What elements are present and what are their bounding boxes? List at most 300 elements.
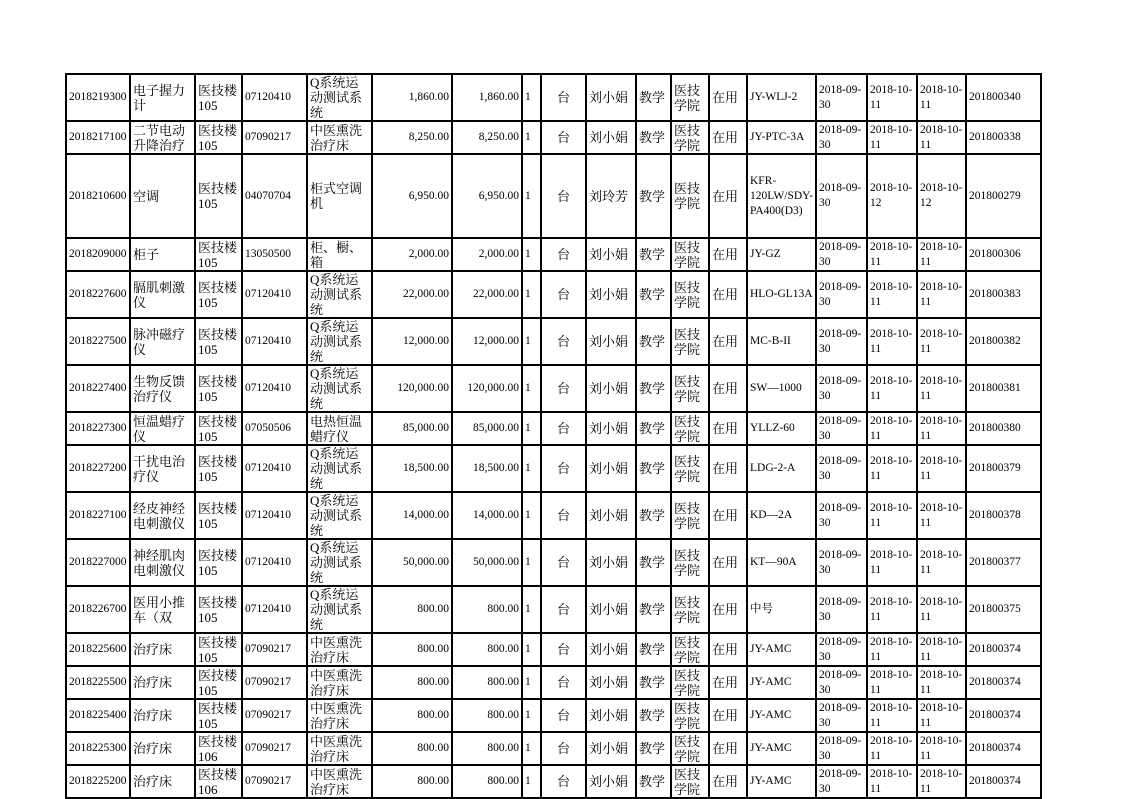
date-1-cell: 2018-09-30 [816, 365, 867, 412]
location-cell: 医技楼105 [195, 121, 242, 154]
date-3-cell: 2018-10-11 [917, 271, 966, 318]
doc-number-cell: 201800338 [966, 121, 1041, 154]
unit-cell: 台 [541, 74, 586, 121]
model-cell: JY-GZ [747, 238, 816, 271]
total-price-cell: 800.00 [452, 586, 522, 633]
location-cell: 医技楼106 [195, 732, 242, 765]
quantity-cell: 1 [522, 765, 541, 798]
quantity-cell: 1 [522, 412, 541, 445]
doc-number-cell: 201800279 [966, 154, 1041, 238]
date-1-cell: 2018-09-30 [816, 699, 867, 732]
table-row [66, 154, 1041, 238]
department-cell: 医技学院 [671, 445, 709, 492]
status-cell: 在用 [709, 765, 747, 798]
date-2-cell: 2018-10-11 [867, 666, 917, 699]
item-name-cell: 生物反馈治疗仪 [130, 365, 195, 412]
usage-type-cell: 教学 [636, 121, 671, 154]
total-price-cell: 800.00 [452, 633, 522, 666]
category-name-cell: Q系统运动测试系统 [307, 271, 372, 318]
category-name-cell: 中医熏洗治疗床 [307, 732, 372, 765]
status-cell: 在用 [709, 154, 747, 238]
unit-price-cell: 22,000.00 [372, 271, 452, 318]
date-2-cell: 2018-10-11 [867, 492, 917, 539]
location-cell: 医技楼105 [195, 271, 242, 318]
unit-cell: 台 [541, 539, 586, 586]
category-name-cell: 中医熏洗治疗床 [307, 765, 372, 798]
category-code-cell: 07120410 [242, 539, 307, 586]
date-3-cell: 2018-10-11 [917, 492, 966, 539]
unit-cell: 台 [541, 445, 586, 492]
status-cell: 在用 [709, 666, 747, 699]
item-name-cell: 恒温蜡疗仪 [130, 412, 195, 445]
unit-cell: 台 [541, 699, 586, 732]
model-cell: JY-AMC [747, 633, 816, 666]
category-name-cell: Q系统运动测试系统 [307, 445, 372, 492]
model-cell: KD—2A [747, 492, 816, 539]
location-cell: 医技楼105 [195, 412, 242, 445]
unit-price-cell: 800.00 [372, 732, 452, 765]
category-code-cell: 07090217 [242, 699, 307, 732]
quantity-cell: 1 [522, 154, 541, 238]
doc-number-cell: 201800374 [966, 666, 1041, 699]
asset-id-cell: 2018209000 [66, 238, 130, 271]
model-cell: JY-AMC [747, 765, 816, 798]
model-cell: KT—90A [747, 539, 816, 586]
unit-cell: 台 [541, 154, 586, 238]
custodian-cell: 刘小娟 [586, 412, 636, 445]
location-cell: 医技楼105 [195, 74, 242, 121]
date-1-cell: 2018-09-30 [816, 412, 867, 445]
doc-number-cell: 201800375 [966, 586, 1041, 633]
doc-number-cell: 201800377 [966, 539, 1041, 586]
category-code-cell: 07120410 [242, 365, 307, 412]
item-name-cell: 二节电动升降治疗 [130, 121, 195, 154]
date-3-cell: 2018-10-11 [917, 666, 966, 699]
document-sheet [65, 73, 1042, 799]
custodian-cell: 刘小娟 [586, 586, 636, 633]
date-2-cell: 2018-10-11 [867, 445, 917, 492]
item-name-cell: 脉冲磁疗仪 [130, 318, 195, 365]
custodian-cell: 刘小娟 [586, 365, 636, 412]
status-cell: 在用 [709, 492, 747, 539]
asset-table-body [66, 74, 1041, 798]
custodian-cell: 刘小娟 [586, 666, 636, 699]
doc-number-cell: 201800380 [966, 412, 1041, 445]
item-name-cell: 膈肌刺激仪 [130, 271, 195, 318]
item-name-cell: 治疗床 [130, 732, 195, 765]
date-2-cell: 2018-10-11 [867, 765, 917, 798]
table-row [66, 445, 1041, 492]
usage-type-cell: 教学 [636, 74, 671, 121]
location-cell: 医技楼105 [195, 318, 242, 365]
asset-id-cell: 2018227100 [66, 492, 130, 539]
date-1-cell: 2018-09-30 [816, 732, 867, 765]
date-3-cell: 2018-10-12 [917, 154, 966, 238]
category-name-cell: Q系统运动测试系统 [307, 365, 372, 412]
custodian-cell: 刘小娟 [586, 445, 636, 492]
doc-number-cell: 201800374 [966, 765, 1041, 798]
date-1-cell: 2018-09-30 [816, 445, 867, 492]
status-cell: 在用 [709, 412, 747, 445]
table-row [66, 318, 1041, 365]
department-cell: 医技学院 [671, 539, 709, 586]
asset-id-cell: 2018227000 [66, 539, 130, 586]
date-3-cell: 2018-10-11 [917, 121, 966, 154]
usage-type-cell: 教学 [636, 699, 671, 732]
custodian-cell: 刘小娟 [586, 318, 636, 365]
custodian-cell: 刘小娟 [586, 492, 636, 539]
custodian-cell: 刘小娟 [586, 765, 636, 798]
location-cell: 医技楼105 [195, 238, 242, 271]
usage-type-cell: 教学 [636, 666, 671, 699]
status-cell: 在用 [709, 121, 747, 154]
table-row [66, 586, 1041, 633]
total-price-cell: 18,500.00 [452, 445, 522, 492]
status-cell: 在用 [709, 238, 747, 271]
unit-cell: 台 [541, 271, 586, 318]
unit-price-cell: 85,000.00 [372, 412, 452, 445]
location-cell: 医技楼105 [195, 365, 242, 412]
model-cell: SW—1000 [747, 365, 816, 412]
total-price-cell: 50,000.00 [452, 539, 522, 586]
model-cell: JY-WLJ-2 [747, 74, 816, 121]
model-cell: 中号 [747, 586, 816, 633]
table-row [66, 633, 1041, 666]
category-name-cell: Q系统运动测试系统 [307, 318, 372, 365]
item-name-cell: 治疗床 [130, 765, 195, 798]
status-cell: 在用 [709, 732, 747, 765]
asset-id-cell: 2018225300 [66, 732, 130, 765]
date-2-cell: 2018-10-11 [867, 318, 917, 365]
date-3-cell: 2018-10-11 [917, 732, 966, 765]
usage-type-cell: 教学 [636, 765, 671, 798]
category-code-cell: 07120410 [242, 271, 307, 318]
status-cell: 在用 [709, 699, 747, 732]
asset-id-cell: 2018210600 [66, 154, 130, 238]
category-name-cell: Q系统运动测试系统 [307, 539, 372, 586]
doc-number-cell: 201800379 [966, 445, 1041, 492]
department-cell: 医技学院 [671, 666, 709, 699]
category-code-cell: 07090217 [242, 121, 307, 154]
unit-price-cell: 800.00 [372, 666, 452, 699]
doc-number-cell: 201800383 [966, 271, 1041, 318]
date-1-cell: 2018-09-30 [816, 586, 867, 633]
asset-id-cell: 2018225200 [66, 765, 130, 798]
usage-type-cell: 教学 [636, 412, 671, 445]
date-3-cell: 2018-10-11 [917, 633, 966, 666]
date-3-cell: 2018-10-11 [917, 74, 966, 121]
status-cell: 在用 [709, 633, 747, 666]
quantity-cell: 1 [522, 699, 541, 732]
category-code-cell: 07090217 [242, 765, 307, 798]
status-cell: 在用 [709, 586, 747, 633]
total-price-cell: 22,000.00 [452, 271, 522, 318]
table-row [66, 121, 1041, 154]
category-code-cell: 04070704 [242, 154, 307, 238]
status-cell: 在用 [709, 539, 747, 586]
usage-type-cell: 教学 [636, 154, 671, 238]
custodian-cell: 刘小娟 [586, 633, 636, 666]
date-1-cell: 2018-09-30 [816, 318, 867, 365]
asset-id-cell: 2018227200 [66, 445, 130, 492]
location-cell: 医技楼105 [195, 539, 242, 586]
category-name-cell: Q系统运动测试系统 [307, 492, 372, 539]
date-1-cell: 2018-09-30 [816, 539, 867, 586]
model-cell: JY-AMC [747, 732, 816, 765]
doc-number-cell: 201800374 [966, 633, 1041, 666]
unit-cell: 台 [541, 318, 586, 365]
total-price-cell: 8,250.00 [452, 121, 522, 154]
department-cell: 医技学院 [671, 492, 709, 539]
location-cell: 医技楼105 [195, 492, 242, 539]
date-1-cell: 2018-09-30 [816, 492, 867, 539]
status-cell: 在用 [709, 74, 747, 121]
category-name-cell: 柜式空调机 [307, 154, 372, 238]
table-row [66, 412, 1041, 445]
department-cell: 医技学院 [671, 121, 709, 154]
item-name-cell: 治疗床 [130, 633, 195, 666]
custodian-cell: 刘小娟 [586, 238, 636, 271]
asset-id-cell: 2018227500 [66, 318, 130, 365]
date-3-cell: 2018-10-11 [917, 586, 966, 633]
custodian-cell: 刘小娟 [586, 121, 636, 154]
status-cell: 在用 [709, 365, 747, 412]
total-price-cell: 6,950.00 [452, 154, 522, 238]
custodian-cell: 刘小娟 [586, 539, 636, 586]
model-cell: YLLZ-60 [747, 412, 816, 445]
department-cell: 医技学院 [671, 74, 709, 121]
asset-id-cell: 2018225500 [66, 666, 130, 699]
unit-cell: 台 [541, 666, 586, 699]
quantity-cell: 1 [522, 586, 541, 633]
date-2-cell: 2018-10-11 [867, 732, 917, 765]
category-code-cell: 07120410 [242, 492, 307, 539]
doc-number-cell: 201800374 [966, 732, 1041, 765]
table-row [66, 699, 1041, 732]
asset-id-cell: 2018226700 [66, 586, 130, 633]
unit-price-cell: 1,860.00 [372, 74, 452, 121]
department-cell: 医技学院 [671, 154, 709, 238]
category-code-cell: 07120410 [242, 445, 307, 492]
date-2-cell: 2018-10-11 [867, 586, 917, 633]
date-3-cell: 2018-10-11 [917, 539, 966, 586]
usage-type-cell: 教学 [636, 318, 671, 365]
unit-price-cell: 800.00 [372, 586, 452, 633]
item-name-cell: 治疗床 [130, 699, 195, 732]
asset-id-cell: 2018227600 [66, 271, 130, 318]
category-code-cell: 07120410 [242, 586, 307, 633]
total-price-cell: 12,000.00 [452, 318, 522, 365]
total-price-cell: 2,000.00 [452, 238, 522, 271]
category-code-cell: 07090217 [242, 732, 307, 765]
date-3-cell: 2018-10-11 [917, 365, 966, 412]
item-name-cell: 医用小推车（双 [130, 586, 195, 633]
location-cell: 医技楼105 [195, 666, 242, 699]
unit-price-cell: 12,000.00 [372, 318, 452, 365]
status-cell: 在用 [709, 318, 747, 365]
date-3-cell: 2018-10-11 [917, 445, 966, 492]
quantity-cell: 1 [522, 121, 541, 154]
date-1-cell: 2018-09-30 [816, 271, 867, 318]
doc-number-cell: 201800378 [966, 492, 1041, 539]
table-row [66, 238, 1041, 271]
category-name-cell: 电热恒温蜡疗仪 [307, 412, 372, 445]
model-cell: HLO-GL13A [747, 271, 816, 318]
department-cell: 医技学院 [671, 412, 709, 445]
model-cell: LDG-2-A [747, 445, 816, 492]
quantity-cell: 1 [522, 271, 541, 318]
doc-number-cell: 201800382 [966, 318, 1041, 365]
usage-type-cell: 教学 [636, 586, 671, 633]
unit-price-cell: 8,250.00 [372, 121, 452, 154]
asset-id-cell: 2018225400 [66, 699, 130, 732]
category-name-cell: 中医熏洗治疗床 [307, 121, 372, 154]
asset-id-cell: 2018225600 [66, 633, 130, 666]
category-name-cell: 中医熏洗治疗床 [307, 699, 372, 732]
item-name-cell: 空调 [130, 154, 195, 238]
quantity-cell: 1 [522, 666, 541, 699]
unit-cell: 台 [541, 586, 586, 633]
unit-cell: 台 [541, 732, 586, 765]
department-cell: 医技学院 [671, 732, 709, 765]
item-name-cell: 神经肌肉电刺激仪 [130, 539, 195, 586]
unit-price-cell: 800.00 [372, 699, 452, 732]
total-price-cell: 85,000.00 [452, 412, 522, 445]
department-cell: 医技学院 [671, 699, 709, 732]
asset-inventory-table [65, 73, 1042, 799]
asset-id-cell: 2018227300 [66, 412, 130, 445]
table-row [66, 74, 1041, 121]
department-cell: 医技学院 [671, 238, 709, 271]
status-cell: 在用 [709, 271, 747, 318]
location-cell: 医技楼105 [195, 445, 242, 492]
location-cell: 医技楼105 [195, 633, 242, 666]
item-name-cell: 干扰电治疗仪 [130, 445, 195, 492]
date-1-cell: 2018-09-30 [816, 121, 867, 154]
date-2-cell: 2018-10-11 [867, 74, 917, 121]
quantity-cell: 1 [522, 365, 541, 412]
model-cell: JY-AMC [747, 699, 816, 732]
category-name-cell: 柜、橱、箱 [307, 238, 372, 271]
category-code-cell: 07090217 [242, 633, 307, 666]
date-1-cell: 2018-09-30 [816, 238, 867, 271]
unit-price-cell: 14,000.00 [372, 492, 452, 539]
date-3-cell: 2018-10-11 [917, 412, 966, 445]
item-name-cell: 治疗床 [130, 666, 195, 699]
quantity-cell: 1 [522, 318, 541, 365]
table-row [66, 271, 1041, 318]
usage-type-cell: 教学 [636, 732, 671, 765]
usage-type-cell: 教学 [636, 365, 671, 412]
model-cell: MC-B-II [747, 318, 816, 365]
unit-cell: 台 [541, 492, 586, 539]
location-cell: 医技楼106 [195, 765, 242, 798]
date-2-cell: 2018-10-11 [867, 539, 917, 586]
custodian-cell: 刘小娟 [586, 699, 636, 732]
date-1-cell: 2018-09-30 [816, 74, 867, 121]
department-cell: 医技学院 [671, 633, 709, 666]
model-cell: JY-AMC [747, 666, 816, 699]
location-cell: 医技楼105 [195, 586, 242, 633]
category-code-cell: 07120410 [242, 318, 307, 365]
department-cell: 医技学院 [671, 318, 709, 365]
date-2-cell: 2018-10-11 [867, 412, 917, 445]
custodian-cell: 刘玲芳 [586, 154, 636, 238]
category-name-cell: 中医熏洗治疗床 [307, 666, 372, 699]
category-name-cell: Q系统运动测试系统 [307, 74, 372, 121]
asset-id-cell: 2018227400 [66, 365, 130, 412]
total-price-cell: 14,000.00 [452, 492, 522, 539]
model-cell: JY-PTC-3A [747, 121, 816, 154]
department-cell: 医技学院 [671, 365, 709, 412]
location-cell: 医技楼105 [195, 154, 242, 238]
category-code-cell: 07090217 [242, 666, 307, 699]
asset-id-cell: 2018217100 [66, 121, 130, 154]
table-row [66, 492, 1041, 539]
date-3-cell: 2018-10-11 [917, 238, 966, 271]
date-2-cell: 2018-10-12 [867, 154, 917, 238]
table-row [66, 732, 1041, 765]
unit-price-cell: 6,950.00 [372, 154, 452, 238]
table-row [66, 765, 1041, 798]
category-code-cell: 13050500 [242, 238, 307, 271]
quantity-cell: 1 [522, 633, 541, 666]
asset-id-cell: 2018219300 [66, 74, 130, 121]
total-price-cell: 1,860.00 [452, 74, 522, 121]
unit-price-cell: 50,000.00 [372, 539, 452, 586]
department-cell: 医技学院 [671, 765, 709, 798]
date-2-cell: 2018-10-11 [867, 271, 917, 318]
total-price-cell: 800.00 [452, 765, 522, 798]
date-3-cell: 2018-10-11 [917, 765, 966, 798]
date-1-cell: 2018-09-30 [816, 154, 867, 238]
usage-type-cell: 教学 [636, 633, 671, 666]
custodian-cell: 刘小娟 [586, 271, 636, 318]
unit-price-cell: 800.00 [372, 765, 452, 798]
total-price-cell: 800.00 [452, 699, 522, 732]
item-name-cell: 柜子 [130, 238, 195, 271]
date-1-cell: 2018-09-30 [816, 765, 867, 798]
usage-type-cell: 教学 [636, 445, 671, 492]
item-name-cell: 经皮神经电刺激仪 [130, 492, 195, 539]
total-price-cell: 800.00 [452, 666, 522, 699]
unit-cell: 台 [541, 412, 586, 445]
quantity-cell: 1 [522, 539, 541, 586]
table-row [66, 666, 1041, 699]
doc-number-cell: 201800306 [966, 238, 1041, 271]
unit-cell: 台 [541, 121, 586, 154]
date-2-cell: 2018-10-11 [867, 238, 917, 271]
model-cell: KFR-120LW/SDY-PA400(D3) [747, 154, 816, 238]
location-cell: 医技楼105 [195, 699, 242, 732]
unit-price-cell: 18,500.00 [372, 445, 452, 492]
date-2-cell: 2018-10-11 [867, 121, 917, 154]
date-2-cell: 2018-10-11 [867, 699, 917, 732]
item-name-cell: 电子握力计 [130, 74, 195, 121]
total-price-cell: 800.00 [452, 732, 522, 765]
date-3-cell: 2018-10-11 [917, 699, 966, 732]
quantity-cell: 1 [522, 732, 541, 765]
quantity-cell: 1 [522, 445, 541, 492]
unit-cell: 台 [541, 765, 586, 798]
unit-price-cell: 2,000.00 [372, 238, 452, 271]
status-cell: 在用 [709, 445, 747, 492]
doc-number-cell: 201800340 [966, 74, 1041, 121]
category-code-cell: 07120410 [242, 74, 307, 121]
unit-price-cell: 120,000.00 [372, 365, 452, 412]
category-name-cell: Q系统运动测试系统 [307, 586, 372, 633]
date-3-cell: 2018-10-11 [917, 318, 966, 365]
